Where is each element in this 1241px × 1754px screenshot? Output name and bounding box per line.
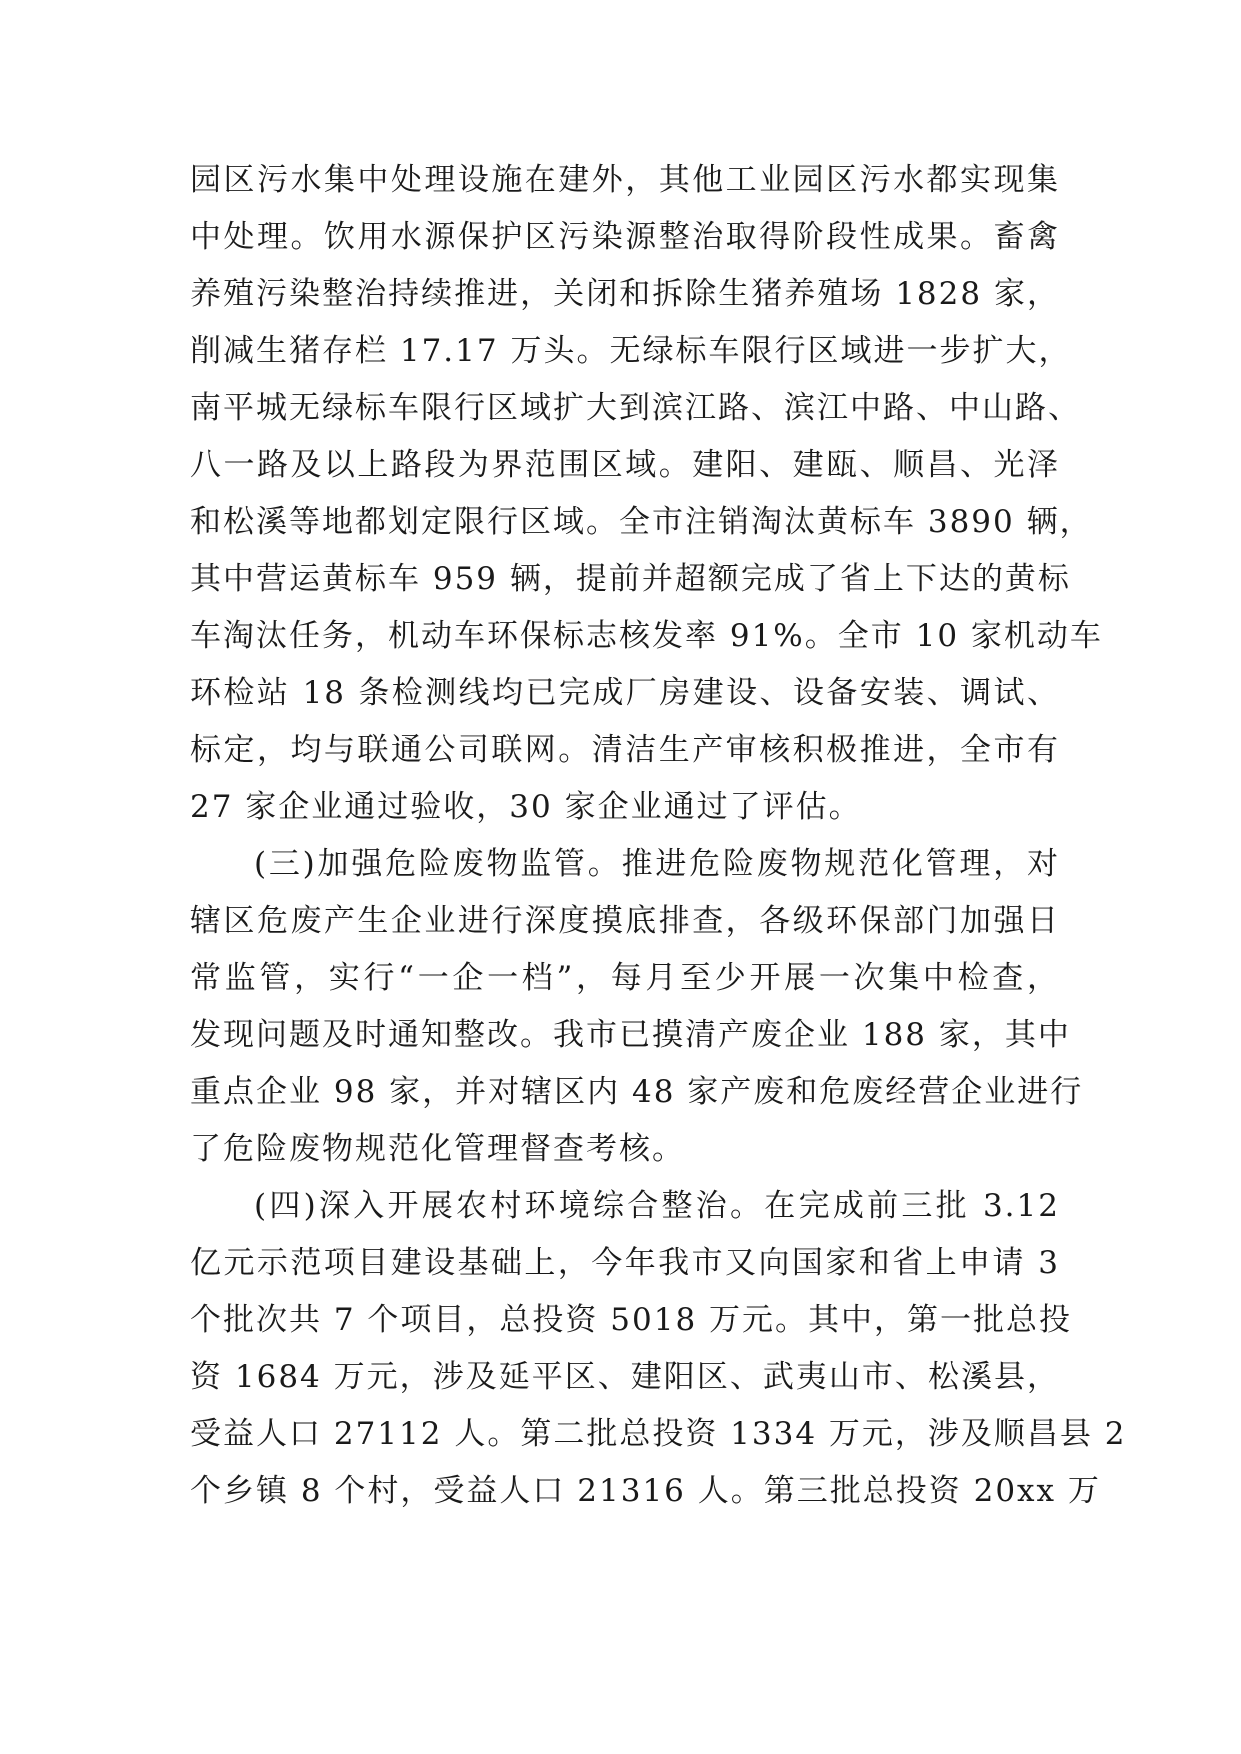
text-line: 辖区危废产生企业进行深度摸底排查，各级环保部门加强日 [190,903,1060,939]
text-line: 削减生猪存栏 17.17 万头。无绿标车限行区域进一步扩大， [190,333,1072,369]
text-line: 受益人口 27112 人。第二批总投资 1334 万元，涉及顺昌县 2 [190,1416,1127,1452]
text-line: 亿元示范项目建设基础上，今年我市又向国家和省上申请 3 [190,1245,1060,1281]
text-line: 其中营运黄标车 959 辆，提前并超额完成了省上下达的黄标 [190,561,1071,597]
text-line: 资 1684 万元，涉及延平区、建阳区、武夷山市、松溪县， [190,1359,1060,1395]
text-line: 车淘汰任务，机动车环保标志核发率 91%。全市 10 家机动车 [190,618,1103,654]
text-line: 养殖污染整治持续推进，关闭和拆除生猪养殖场 1828 家， [190,276,1060,312]
text-line: 发现问题及时通知整改。我市已摸清产废企业 188 家，其中 [190,1017,1071,1053]
text-line: 和松溪等地都划定限行区域。全市注销淘汰黄标车 3890 辆， [190,504,1093,540]
paragraph-first-line: (三)加强危险废物监管。推进危险废物规范化管理，对 [254,846,1060,882]
document-body [190,160,1127,1528]
text-line: 27 家企业通过验收，30 家企业通过了评估。 [190,789,862,825]
text-line: 重点企业 98 家，并对辖区内 48 家产废和危废经营企业进行 [190,1074,1084,1110]
text-line: 常监管，实行“一企一档”，每月至少开展一次集中检查， [190,960,1060,996]
text-line: 园区污水集中处理设施在建外，其他工业园区污水都实现集 [190,162,1060,198]
text-line: 标定，均与联通公司联网。清洁生产审核积极推进，全市有 [190,732,1060,768]
text-line: 个批次共 7 个项目，总投资 5018 万元。其中，第一批总投 [190,1302,1073,1338]
text-line: 个乡镇 8 个村，受益人口 21316 人。第三批总投资 20xx 万 [190,1473,1101,1509]
text-line: 了危险废物规范化管理督查考核。 [190,1131,685,1167]
text-line: 南平城无绿标车限行区域扩大到滨江路、滨江中路、中山路、 [190,390,1081,426]
paragraph-first-line: (四)深入开展农村环境综合整治。在完成前三批 3.12 [254,1188,1060,1224]
text-line: 八一路及以上路段为界范围区域。建阳、建瓯、顺昌、光泽 [190,447,1060,483]
text-line: 中处理。饮用水源保护区污染源整治取得阶段性成果。畜禽 [190,219,1060,255]
text-line: 环检站 18 条检测线均已完成厂房建设、设备安装、调试、 [190,675,1060,711]
